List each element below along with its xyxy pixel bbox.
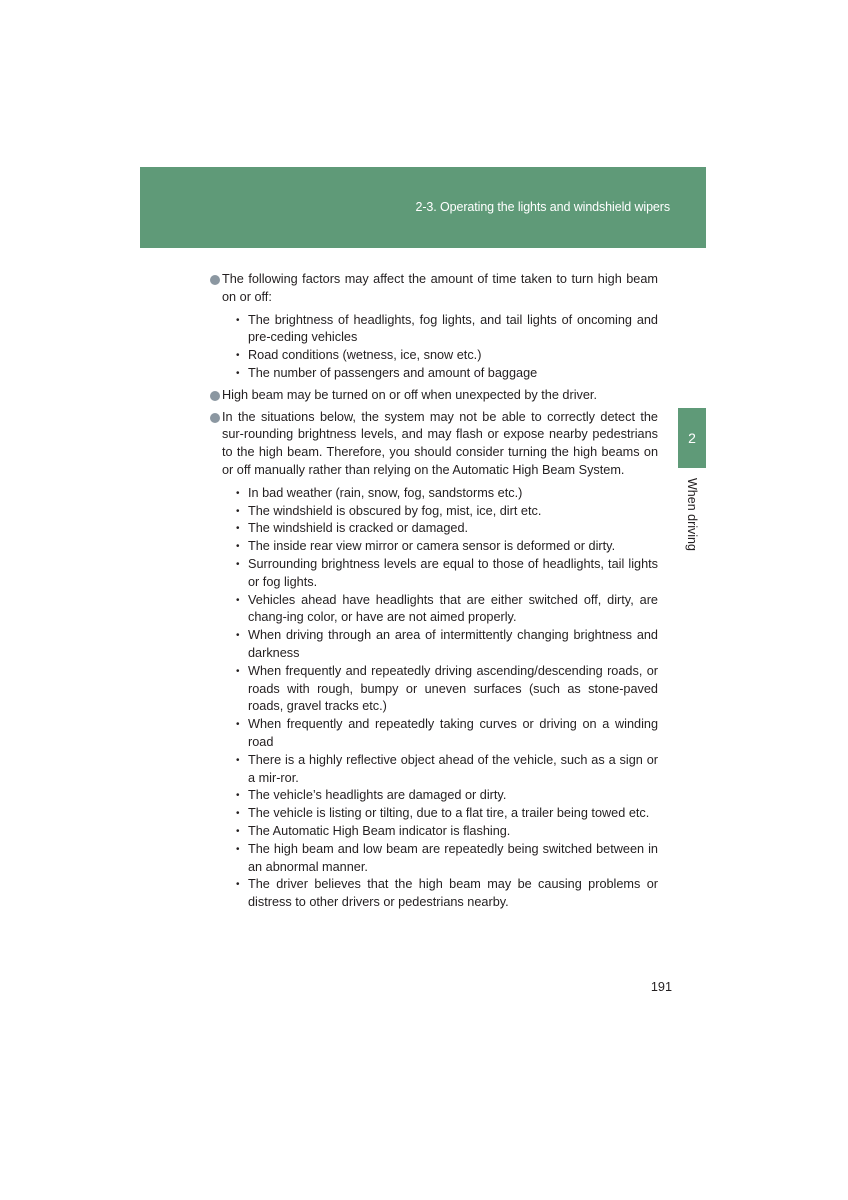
list-item-text: Road conditions (wetness, ice, snow etc.) bbox=[248, 348, 482, 363]
circle-bullet-icon bbox=[210, 413, 220, 423]
bullet-icon: • bbox=[236, 541, 240, 553]
paragraph-text: The following factors may affect the amount of time taken to turn high beam on or off: bbox=[222, 272, 658, 304]
list-item bbox=[222, 752, 658, 788]
bullet-icon: • bbox=[236, 719, 240, 731]
list-item-text: When frequently and repeatedly taking curves or driving on a winding road bbox=[248, 717, 658, 749]
list-item bbox=[222, 663, 658, 716]
list-item bbox=[222, 841, 658, 877]
bullet-icon: • bbox=[236, 825, 240, 837]
list-item-text: The vehicle’s headlights are damaged or dirty. bbox=[248, 788, 507, 803]
chapter-label: When driving bbox=[685, 478, 699, 551]
bullet-icon: • bbox=[236, 523, 240, 535]
list-item bbox=[222, 556, 658, 592]
bullet-icon: • bbox=[236, 665, 240, 677]
list-item bbox=[222, 503, 658, 521]
list-item bbox=[222, 805, 658, 823]
circle-bullet-icon bbox=[210, 275, 220, 285]
list-item-text: The windshield is obscured by fog, mist, ice, dirt etc. bbox=[248, 503, 542, 518]
bullet-icon: • bbox=[236, 367, 240, 379]
bullet-list bbox=[222, 485, 658, 912]
list-item-text: When driving through an area of intermittently changing brightness and darkness bbox=[248, 628, 658, 660]
list-item bbox=[222, 485, 658, 503]
list-item bbox=[222, 347, 658, 365]
bullet-list bbox=[222, 312, 658, 383]
bullet-icon: • bbox=[236, 808, 240, 820]
bullet-icon: • bbox=[236, 754, 240, 766]
list-item bbox=[222, 716, 658, 752]
circle-bullet-icon bbox=[210, 391, 220, 401]
list-item-text: The driver believes that the high beam may be causing problems or distress to other drivers or pedestrians nearby. bbox=[248, 877, 658, 910]
list-item bbox=[222, 787, 658, 805]
list-item-text: When frequently and repeatedly driving ascending/descending roads, or roads with rough, bumpy or uneven surfaces (such as stone-paved roads, gravel tracks etc.) bbox=[248, 663, 658, 714]
bullet-icon: • bbox=[236, 790, 240, 802]
list-item-text: The number of passengers and amount of baggage bbox=[248, 365, 538, 380]
list-item-text: The windshield is cracked or damaged. bbox=[248, 521, 469, 536]
paragraph bbox=[208, 409, 658, 912]
list-item-text: There is a highly reflective object ahead of the vehicle, such as a sign or a mir-ror. bbox=[248, 752, 658, 785]
paragraph-text: High beam may be turned on or off when unexpected by the driver. bbox=[222, 387, 597, 402]
list-item-text: The high beam and low beam are repeatedly being switched between in an abnormal manner. bbox=[248, 841, 658, 874]
list-item-text: The inside rear view mirror or camera sensor is deformed or dirty. bbox=[248, 539, 616, 554]
bullet-icon: • bbox=[236, 314, 240, 326]
list-item-text: In bad weather (rain, snow, fog, sandstorms etc.) bbox=[248, 485, 523, 500]
list-item-text: The vehicle is listing or tilting, due to a flat tire, a trailer being towed etc. bbox=[248, 806, 650, 821]
page-content bbox=[208, 271, 658, 915]
list-item bbox=[222, 627, 658, 663]
list-item bbox=[222, 592, 658, 628]
bullet-icon: • bbox=[236, 630, 240, 642]
bullet-icon: • bbox=[236, 487, 240, 499]
list-item-text: Vehicles ahead have headlights that are either switched off, dirty, are chang-ing color, or have are not aimed properly. bbox=[248, 592, 658, 625]
paragraph bbox=[208, 271, 658, 383]
section-title: 2-3. Operating the lights and windshield wipers bbox=[415, 200, 670, 214]
list-item bbox=[222, 520, 658, 538]
list-item-text: Surrounding brightness levels are equal to those of headlights, tail lights or fog lights. bbox=[248, 556, 658, 589]
section-header-band bbox=[140, 167, 706, 248]
bullet-icon: • bbox=[236, 594, 240, 606]
bullet-icon: • bbox=[236, 843, 240, 855]
bullet-icon: • bbox=[236, 879, 240, 891]
chapter-tab: 2 bbox=[678, 408, 706, 468]
list-item bbox=[222, 365, 658, 383]
paragraph bbox=[208, 387, 658, 405]
list-item-text: The brightness of headlights, fog lights, and tail lights of oncoming and pre-ceding vehicles bbox=[248, 312, 658, 345]
list-item-text: The Automatic High Beam indicator is flashing. bbox=[248, 823, 511, 838]
list-item bbox=[222, 538, 658, 556]
bullet-icon: • bbox=[236, 558, 240, 570]
paragraph-text: In the situations below, the system may not be able to correctly detect the sur-rounding brightness levels, and may flash or expose nearby pedestrians to the high beam. Therefore, you should consider turning the high beams on or off manually rather than relying on the Automatic High Beam System. bbox=[222, 409, 658, 477]
bullet-icon: • bbox=[236, 505, 240, 517]
bullet-icon: • bbox=[236, 350, 240, 362]
list-item bbox=[222, 312, 658, 348]
list-item bbox=[222, 876, 658, 912]
page-number: 191 bbox=[650, 980, 672, 994]
list-item bbox=[222, 823, 658, 841]
